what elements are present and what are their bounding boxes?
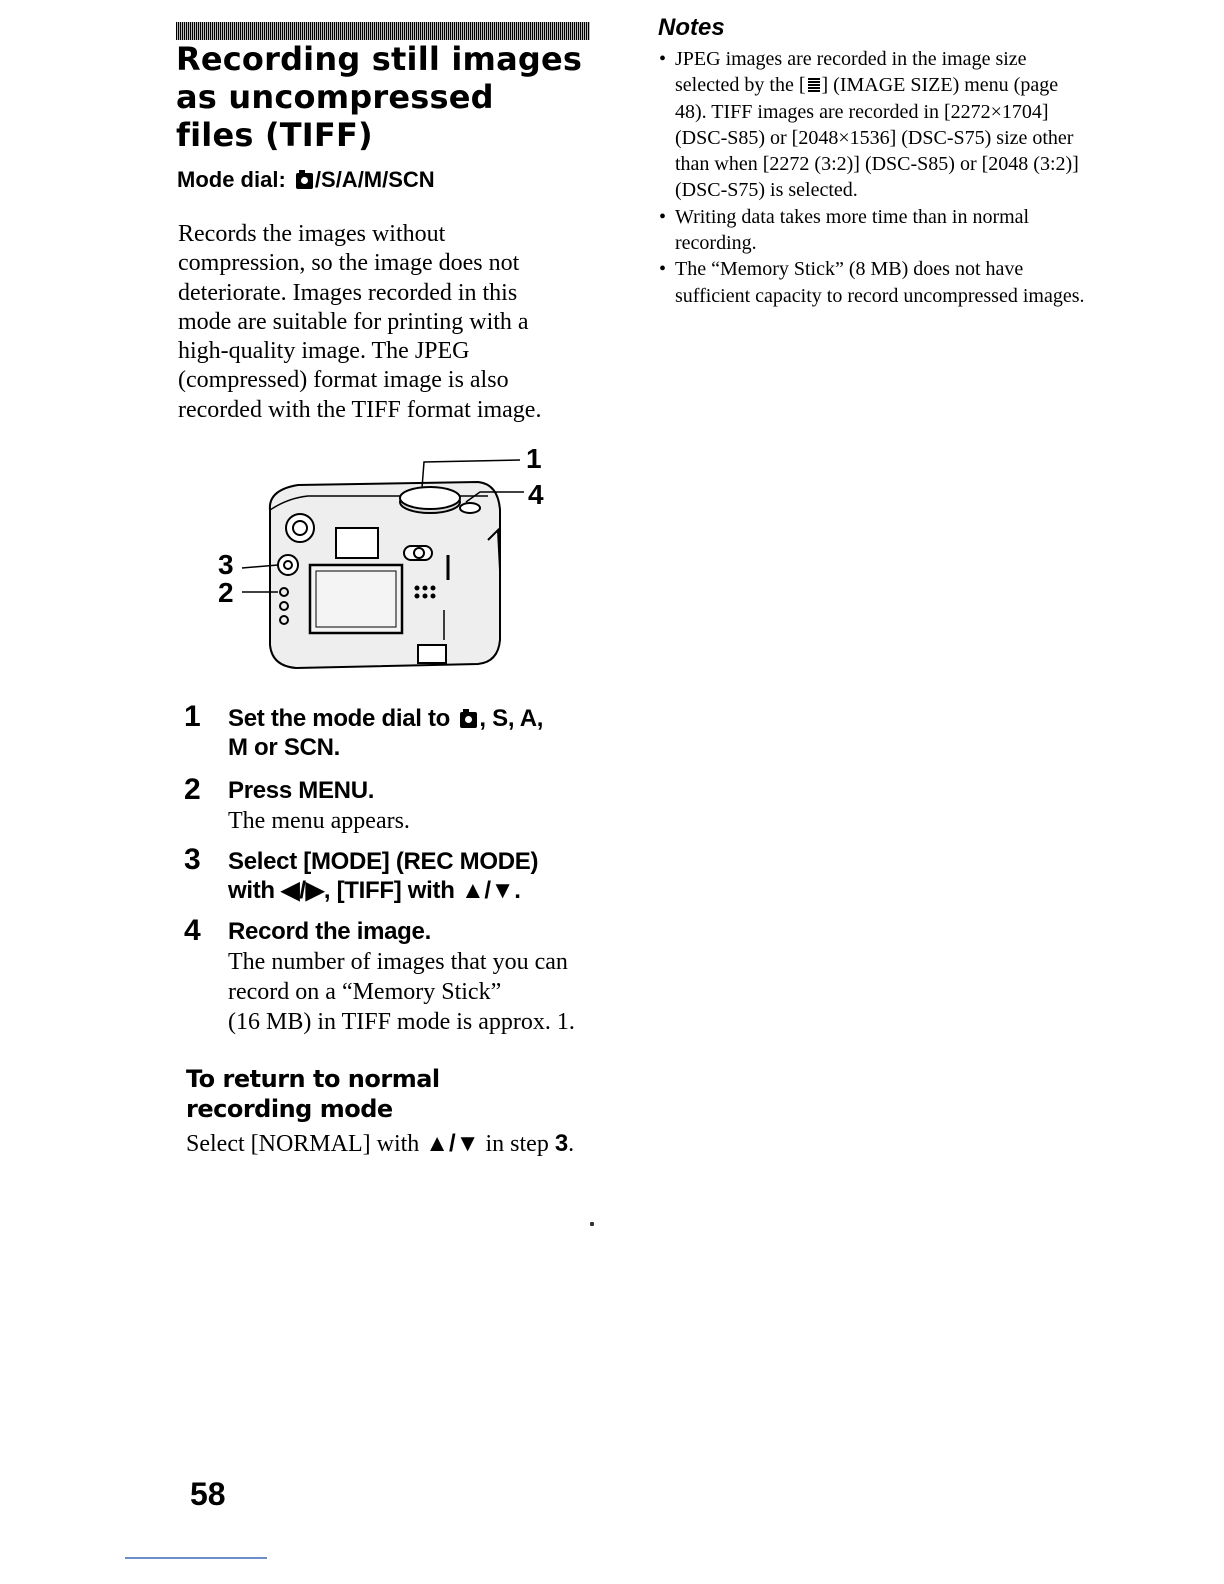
callout-3: 3: [218, 549, 234, 580]
intro-line: compression, so the image does not: [178, 250, 520, 277]
intro-line: mode are suitable for printing with a: [178, 308, 529, 335]
step-desc-line: The number of images that you can: [228, 949, 568, 975]
step-text-part: Set the mode dial to: [228, 705, 451, 732]
step-title-line: M or SCN.: [228, 734, 340, 761]
page-title: [176, 40, 616, 154]
note-text: The “Memory Stick” (8 MB) does not have sufficient capacity to record uncompressed images.: [675, 258, 1085, 307]
camera-illustration: [208, 440, 568, 690]
up-down-arrows-icon: ▲/▼: [425, 1130, 480, 1157]
left-right-arrows-icon: ◀/▶: [281, 877, 324, 904]
mode-dial-label: Mode dial:: [177, 167, 286, 192]
step-description: [228, 947, 648, 1037]
step-text-part: , S, A,: [479, 705, 544, 732]
step-title: [228, 704, 628, 762]
step-number: 1: [184, 700, 201, 733]
step-title: Press MENU.: [228, 777, 375, 804]
step-number: 3: [184, 843, 201, 876]
intro-line: recorded with the TIFF format image.: [178, 396, 542, 423]
return-heading: [186, 1064, 586, 1124]
title-line: Recording still images: [176, 40, 583, 78]
return-text-part: in step: [485, 1131, 549, 1157]
title-rule: [176, 22, 590, 40]
page-number: 58: [190, 1476, 226, 1512]
step-title-line: [228, 876, 628, 905]
intro-line: high-quality image. The JPEG: [178, 338, 470, 365]
mode-dial-line: [177, 167, 435, 193]
step-reference: 3: [554, 1130, 569, 1157]
note-item: [658, 204, 1088, 257]
return-text-part: .: [568, 1131, 575, 1157]
intro-line: (compressed) format image is also: [178, 367, 509, 394]
intro-line: deteriorate. Images recorded in this: [178, 279, 518, 306]
callout-4: 4: [528, 479, 544, 510]
up-down-arrows-icon: ▲/▼: [460, 877, 515, 904]
scan-speck: [590, 1222, 594, 1226]
step-text-part: with: [228, 877, 275, 904]
step-desc-line: (16 MB) in TIFF mode is approx. 1.: [228, 1009, 575, 1035]
mode-dial-value: /S/A/M/SCN: [314, 167, 435, 192]
notes-heading: Notes: [658, 14, 725, 41]
step-title: [228, 847, 628, 905]
return-text-part: Select [NORMAL] with: [186, 1131, 420, 1157]
note-text: ] (IMAGE SIZE) menu (page 48). TIFF images are recorded in [2272×1704] (DSC-S85) or [2048×1536] (DSC-S75) size other than when [2272 (3:2)] (DSC-S85) or [2048 (3:2)] (DSC-S75) is selected.: [675, 74, 1079, 202]
camera-icon: [460, 712, 477, 728]
step-number: 4: [184, 914, 201, 947]
image-size-icon: [808, 78, 820, 92]
step-text-part: , [TIFF] with: [323, 877, 455, 904]
note-item: [658, 256, 1088, 309]
camera-icon: [296, 173, 313, 189]
notes-list: [658, 46, 1088, 309]
step-text-part: .: [514, 877, 521, 904]
return-heading-line: To return to normal: [186, 1065, 440, 1093]
step-description: The menu appears.: [228, 808, 410, 834]
title-line: as uncompressed: [176, 78, 494, 116]
step-title-line: [228, 704, 628, 733]
title-line: files (TIFF): [176, 116, 373, 154]
callout-1: 1: [526, 443, 542, 474]
note-item: [658, 46, 1088, 204]
callout-2: 2: [218, 577, 234, 608]
step-number: 2: [184, 773, 201, 806]
intro-line: Records the images without: [178, 221, 446, 247]
footer-rule: [125, 1557, 267, 1559]
note-text: Writing data takes more time than in normal recording.: [675, 205, 1030, 255]
step-title: Record the image.: [228, 918, 431, 945]
intro-paragraph: [178, 220, 598, 425]
step-title-line: Select [MODE] (REC MODE): [228, 848, 539, 875]
step-desc-line: record on a “Memory Stick”: [228, 979, 502, 1005]
return-text: [186, 1130, 574, 1158]
return-heading-line: recording mode: [186, 1095, 393, 1123]
note-text: JPEG images are recorded in the image size selected by the [: [675, 48, 1027, 97]
